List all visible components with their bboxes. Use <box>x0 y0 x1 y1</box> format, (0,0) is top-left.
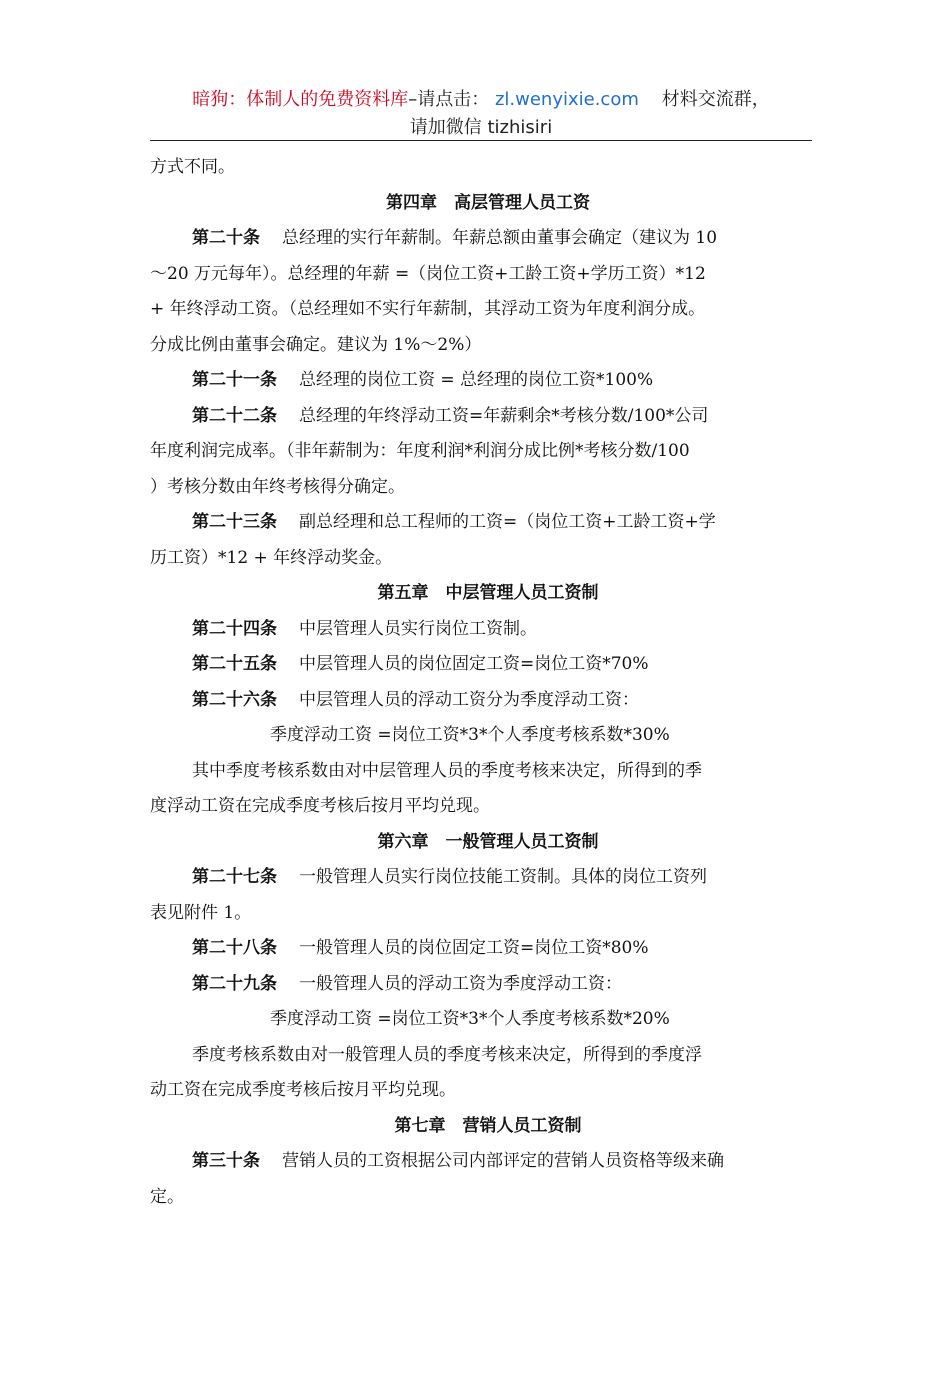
article-number: 第二十二条 <box>192 405 277 426</box>
header-link[interactable]: zl.wenyixie.com <box>494 89 639 110</box>
article-line <box>150 860 826 896</box>
article-line <box>150 505 826 541</box>
article-number: 第二十五条 <box>192 654 277 674</box>
article-number: 第二十条 <box>192 228 260 248</box>
article-line <box>150 931 826 967</box>
article-text: 总经理的年终浮动工资=年薪剩余*考核分数/100*公司 <box>299 405 709 426</box>
article-text: 总经理的岗位工资 = 总经理的岗位工资*100% <box>299 370 654 390</box>
article-number: 第二十八条 <box>192 938 277 958</box>
formula-line: 季度浮动工资 =岗位工资*3*个人季度考核系数*30% <box>270 725 670 745</box>
paragraph-line: 分成比例由董事会确定。建议为 1%～2%） <box>150 334 482 355</box>
article-number: 第二十四条 <box>192 618 277 639</box>
paragraph-line: 定。 <box>150 1186 184 1207</box>
article-line <box>150 967 826 1003</box>
document-body <box>150 150 826 1215</box>
paragraph-line: 年度利润完成率。（非年薪制为：年度利润*利润分成比例*考核分数/100 <box>150 441 690 461</box>
header-line-2: 请加微信 tizhisiri <box>409 117 553 138</box>
paragraph-line: ）考核分数由年终考核得分确定。 <box>150 476 405 497</box>
header-rule <box>150 140 812 141</box>
header-brand: 暗狗：体制人的免费资料库 <box>192 89 409 110</box>
chapter-title: 第七章 营销人员工资制 <box>394 1115 582 1136</box>
paragraph-line: + 年终浮动工资。（总经理如不实行年薪制，其浮动工资为年度利润分成。 <box>150 299 706 319</box>
paragraph-line: 动工资在完成季度考核后按月平均兑现。 <box>150 1080 456 1100</box>
article-line <box>150 363 826 399</box>
article-text: 中层管理人员的浮动工资分为季度浮动工资： <box>299 689 639 710</box>
paragraph-line: 度浮动工资在完成季度考核后按月平均兑现。 <box>150 796 490 816</box>
article-line <box>150 399 826 435</box>
header-prompt: –请点击： <box>408 89 490 110</box>
article-number: 第二十九条 <box>192 973 277 994</box>
article-line <box>150 612 826 648</box>
article-line <box>150 221 826 257</box>
article-text: 营销人员的工资根据公司内部评定的营销人员资格等级来确 <box>282 1151 724 1171</box>
chapter-title: 第五章 中层管理人员工资制 <box>377 583 599 603</box>
article-line <box>150 683 826 719</box>
chapter-title: 第四章 高层管理人员工资 <box>386 192 590 213</box>
formula-line: 季度浮动工资 =岗位工资*3*个人季度考核系数*20% <box>270 1009 670 1029</box>
article-number: 第二十六条 <box>192 689 277 710</box>
article-text: 一般管理人员实行岗位技能工资制。具体的岗位工资列 <box>299 867 707 887</box>
article-number: 第三十条 <box>192 1151 260 1171</box>
article-text: 副总经理和总工程师的工资=（岗位工资+工龄工资+学 <box>299 512 716 532</box>
article-text: 一般管理人员的岗位固定工资=岗位工资*80% <box>299 938 649 958</box>
article-number: 第二十三条 <box>192 512 277 532</box>
header-line-1 <box>150 86 812 114</box>
paragraph-line: 季度考核系数由对一般管理人员的季度考核来决定，所得到的季度浮 <box>192 1044 702 1065</box>
article-number: 第二十七条 <box>192 867 277 887</box>
article-line <box>150 647 826 683</box>
chapter-title: 第六章 一般管理人员工资制 <box>377 831 599 852</box>
article-line <box>150 1144 826 1180</box>
article-text: 中层管理人员的岗位固定工资=岗位工资*70% <box>299 654 649 674</box>
article-text: 总经理的实行年薪制。年薪总额由董事会确定（建议为 10 <box>282 228 718 248</box>
article-text: 一般管理人员的浮动工资为季度浮动工资： <box>299 973 622 994</box>
paragraph-line: ～20 万元每年）。总经理的年薪 =（岗位工资+工龄工资+学历工资）*12 <box>150 263 706 284</box>
paragraph-line: 历工资）*12 + 年终浮动奖金。 <box>150 547 393 568</box>
article-text: 中层管理人员实行岗位工资制。 <box>299 618 537 639</box>
paragraph-line: 表见附件 1。 <box>150 902 252 923</box>
paragraph-line: 方式不同。 <box>150 157 235 177</box>
paragraph-line: 其中季度考核系数由对中层管理人员的季度考核来决定，所得到的季 <box>192 760 702 781</box>
article-number: 第二十一条 <box>192 370 277 390</box>
page-header <box>150 86 812 142</box>
header-group: 材料交流群， <box>661 89 770 110</box>
